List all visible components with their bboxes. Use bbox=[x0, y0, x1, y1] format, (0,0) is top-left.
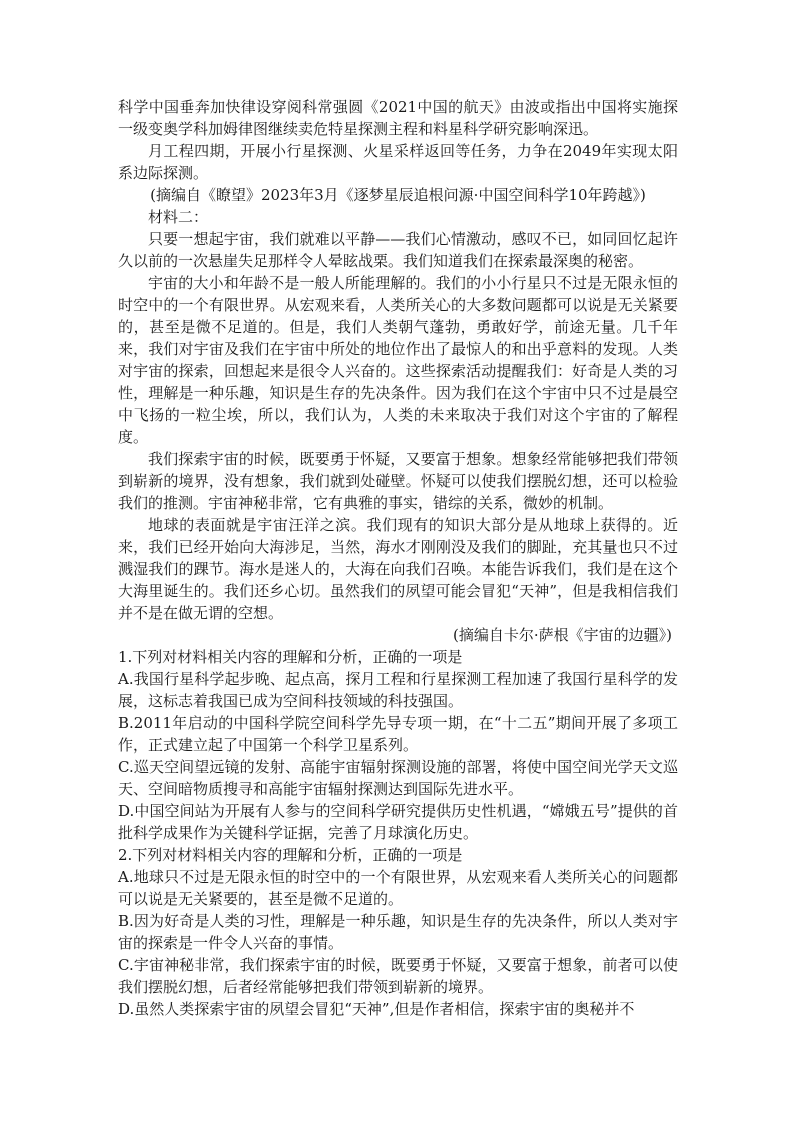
question-stem: 1.下列对材料相关内容的理解和分析，正确的一项是 bbox=[118, 648, 463, 666]
material2-paragraph: 我们探索宇宙的时候，既要勇于怀疑，又要富于想象。想象经常能够把我们带领到崭新的境界，没有想象，我们就到处碰壁。怀疑可以使我们摆脱幻想，还可以检验我们的推测。宇宙神秘非常，它有典雅的事实，错综的关系，微妙的机制。 bbox=[118, 450, 678, 512]
question-2 bbox=[118, 844, 678, 1020]
option-b: B.2011年启动的中国科学院空间科学先导专项一期，在“十二五”期间开展了多项工作，正式建立起了中国第一个科学卫星系列。 bbox=[118, 714, 678, 754]
question-stem: 2.下列对材料相关内容的理解和分析，正确的一项是 bbox=[118, 846, 463, 864]
material2-label: 材料二： bbox=[148, 208, 209, 226]
option-a: A.地球只不过是无限永恒的时空中的一个有限世界，从宏观来看人类所关心的问题都可以说是无关紧要的，甚至是微不足道的。 bbox=[118, 868, 678, 908]
material1-source: (摘编自《瞭望》2023年3月《逐梦星辰追根问源·中国空间科学10年跨越》) bbox=[150, 186, 646, 204]
material1-paragraph: 月工程四期，开展小行星探测、火星采样返回等任务，力争在2049年实现太阳系边际探测。 bbox=[118, 142, 678, 182]
option-d: D.中国空间站为开展有人参与的空间科学研究提供历史性机遇，“嫦娥五号”提供的首批科学成果作为关键科学证据，完善了月球演化历史。 bbox=[118, 802, 678, 842]
material2-paragraph: 宇宙的大小和年龄不是一般人所能理解的。我们的小小行星只不过是无限永恒的时空中的一个有限世界。从宏观来看，人类所关心的大多数问题都可以说是无关紧要的，甚至是微不足道的。但是，我们人类朝气蓬勃，勇敢好学，前途无量。几千年来，我们对宇宙及我们在宇宙中所处的地位作出了最惊人的和出乎意料的发现。人类对宇宙的探索，回想起来是很令人兴奋的。这些探索活动提醒我们：好奇是人类的习性，理解是一种乐趣，知识是生存的先决条件。因为我们在这个宇宙中只不过是晨空中飞扬的一粒尘埃，所以，我们认为，人类的未来取决于我们对这个宇宙的了解程度。 bbox=[118, 274, 678, 446]
document-page bbox=[118, 96, 678, 1020]
option-c: C.宇宙神秘非常，我们探索宇宙的时候，既要勇于怀疑，又要富于想象，前者可以使我们摆脱幻想，后者经常能够把我们带领到崭新的境界。 bbox=[118, 956, 678, 996]
option-d: D.虽然人类探索宇宙的夙望会冒犯“天神”,但是作者相信，探索宇宙的奥秘并不 bbox=[118, 1000, 635, 1018]
material2-paragraph: 地球的表面就是宇宙汪洋之滨。我们现有的知识大部分是从地球上获得的。近来，我们已经开始向大海涉足，当然，海水才刚刚没及我们的脚趾，充其量也只不过溅湿我们的踝节。海水是迷人的，大海在向我们召唤。本能告诉我们，我们是在这个大海里诞生的。我们还乡心切。虽然我们的夙望可能会冒犯“天神”，但是我相信我们并不是在做无谓的空想。 bbox=[118, 516, 678, 622]
material2-source: (摘编自卡尔·萨根《宇宙的边疆》) bbox=[453, 626, 672, 644]
question-1 bbox=[118, 646, 678, 844]
material2-paragraph: 只要一想起宇宙，我们就难以平静——我们心情激动，感叹不已，如同回忆起许久以前的一次悬崖失足那样令人晕眩战栗。我们知道我们在探索最深奥的秘密。 bbox=[118, 230, 678, 270]
option-c: C.巡天空间望远镜的发射、高能宇宙辐射探测设施的部署，将使中国空间光学天文巡天、空间暗物质搜寻和高能宇宙辐射探测达到国际先进水平。 bbox=[118, 758, 678, 798]
option-a: A.我国行星科学起步晚、起点高，探月工程和行星探测工程加速了我国行星科学的发展，这标志着我国已成为空间科技领域的科技强国。 bbox=[118, 670, 678, 710]
option-b: B.因为好奇是人类的习性，理解是一种乐趣，知识是生存的先决条件，所以人类对宇宙的探索是一件令人兴奋的事情。 bbox=[118, 912, 678, 952]
material1-paragraph: 科学中国垂奔加快律设穿阅科常强圆《2021中国的航天》由波或指出中国将实施探一级变奥学科加姆律图继续卖危特星探测主程和料星科学研究影响深迅。 bbox=[118, 98, 678, 138]
